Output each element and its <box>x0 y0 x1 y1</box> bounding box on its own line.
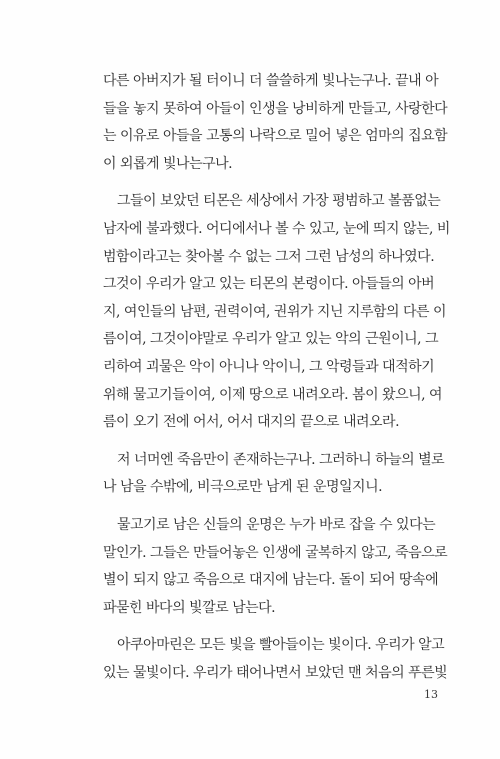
paragraph-5 <box>103 632 448 687</box>
text-line: 아쿠아마린은 모든 빛을 빨아들이는 빛이다. 우리가 알고 <box>117 637 445 654</box>
text-line: 별이 되지 않고 죽음으로 대지에 남는다. 돌이 되어 땅속에 <box>103 572 439 589</box>
paragraph-4 <box>103 512 448 622</box>
paragraph-3 <box>103 447 445 502</box>
text-line: 들을 놓지 못하여 아들이 인생을 낭비하게 만들고, 사랑한다 <box>103 100 448 117</box>
text-line: 파묻힌 바다의 빛깔로 남는다. <box>103 599 276 616</box>
text-line: 나 남을 수밖에, 비극으로만 남게 된 운명일지니. <box>103 479 383 496</box>
text-line: 름이여, 그것이야말로 우리가 알고 있는 악의 근원이니, 그 <box>103 331 439 348</box>
body-text <box>103 68 450 687</box>
text-line: 는 이유로 아들을 고통의 나락으로 밀어 넣은 엄마의 집요함 <box>103 128 448 145</box>
text-line: 이 외롭게 빛나는구나. <box>103 155 233 172</box>
text-line: 물고기로 남은 신들의 운명은 누가 바로 잡을 수 있다는 <box>117 516 436 533</box>
paragraph-1 <box>103 68 448 178</box>
page-number: 13 <box>424 688 438 701</box>
paragraph-2 <box>103 188 450 436</box>
text-line: 말인가. 그들은 만들어놓은 인생에 굴복하지 않고, 죽음으로 <box>103 544 448 561</box>
text-line: 지, 여인들의 남편, 권력이여, 권위가 지닌 지루함의 다른 이 <box>103 303 447 320</box>
text-line: 있는 물빛이다. 우리가 태어나면서 보았던 맨 처음의 푸른빛 <box>103 664 448 681</box>
text-line: 름이 오기 전에 어서, 어서 대지의 끝으로 내려오라. <box>103 414 400 431</box>
text-line: 다른 아버지가 될 터이니 더 쓸쓸하게 빛나는구나. 끝내 아 <box>103 73 439 89</box>
text-line: 저 너머엔 죽음만이 존재하는구나. 그러하니 하늘의 별로 <box>117 451 445 468</box>
text-line: 그것이 우리가 알고 있는 티몬의 본령이다. 아들들의 아버 <box>103 276 435 293</box>
text-line: 범함이라고는 찾아볼 수 없는 그저 그런 남성의 하나였다. <box>103 248 435 265</box>
text-line: 위해 물고기들이여, 이제 땅으로 내려오라. 봄이 왔으니, 여 <box>103 386 443 403</box>
text-line: 그들이 보았던 티몬은 세상에서 가장 평범하고 볼품없는 <box>117 193 441 210</box>
text-line: 리하여 괴물은 악이 아니나 악이니, 그 악령들과 대적하기 <box>103 358 435 375</box>
text-line: 남자에 불과했다. 어디에서나 볼 수 있고, 눈에 띄지 않는, 비 <box>103 220 450 237</box>
